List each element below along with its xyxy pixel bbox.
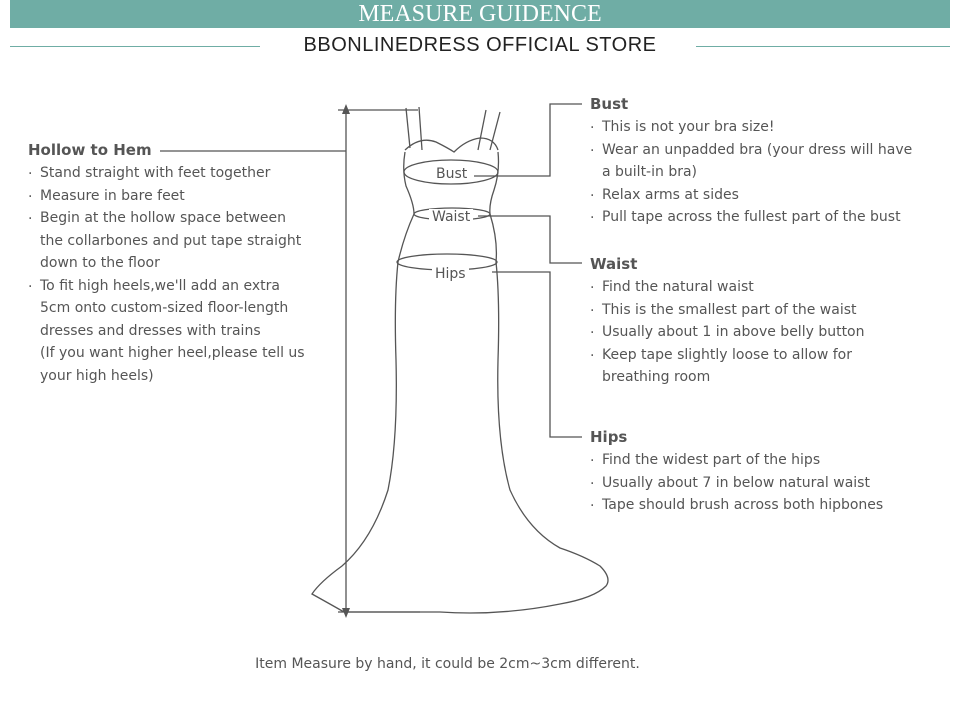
bust-title: Bust (590, 95, 629, 113)
store-name: BBONLINEDRESS OFFICIAL STORE (303, 34, 657, 56)
dress-right-outline (344, 152, 608, 613)
list-item: . Measure in bare feet (28, 185, 308, 208)
list-item: . Stand straight with feet together (28, 162, 308, 185)
dress-label-hips: Hips (432, 266, 469, 282)
footer-note: Item Measure by hand, it could be 2cm~3cm different. (255, 656, 640, 672)
list-item: . Usually about 7 in below natural waist (590, 472, 920, 495)
waist-leader-line (478, 216, 582, 263)
bodice-neckline (405, 138, 498, 152)
hips-title: Hips (590, 428, 628, 446)
dress-label-waist: Waist (429, 209, 473, 225)
list-item: . Tape should brush across both hipbones (590, 494, 920, 517)
list-item: . Begin at the hollow space between the collarbones and put tape straight down to the floor (28, 207, 308, 275)
right-strap (478, 110, 500, 150)
bust-list (590, 116, 920, 229)
hips-list (590, 449, 920, 517)
list-item: . This is the smallest part of the waist (590, 299, 890, 322)
dress-left-outline (312, 152, 414, 612)
list-item: . Keep tape slightly loose to allow for breathing room (590, 344, 890, 389)
list-item: . This is not your bra size! (590, 116, 920, 139)
list-item: . Relax arms at sides (590, 184, 920, 207)
list-item: . Wear an unpadded bra (your dress will have a built-in bra) (590, 139, 920, 184)
list-item: . Usually about 1 in above belly button (590, 321, 890, 344)
dress-label-bust: Bust (433, 166, 470, 182)
list-item: . To fit high heels,we'll add an extra 5cm onto custom-sized floor-length dresses and dresses with trains (28, 275, 308, 343)
hollow-note: (If you want higher heel,please tell us your high heels) (40, 345, 305, 384)
arrow-top (342, 104, 350, 114)
arrow-bottom (342, 608, 350, 618)
hollow-title: Hollow to Hem (28, 141, 152, 159)
list-item: . Find the natural waist (590, 276, 890, 299)
banner-title: MEASURE GUIDENCE (358, 1, 602, 27)
list-item: . Find the widest part of the hips (590, 449, 920, 472)
list-item: . Pull tape across the fullest part of the bust (590, 206, 920, 229)
hips-leader-line (492, 272, 582, 437)
waist-title: Waist (590, 255, 638, 273)
hollow-list (28, 162, 308, 387)
waist-list (590, 276, 890, 389)
